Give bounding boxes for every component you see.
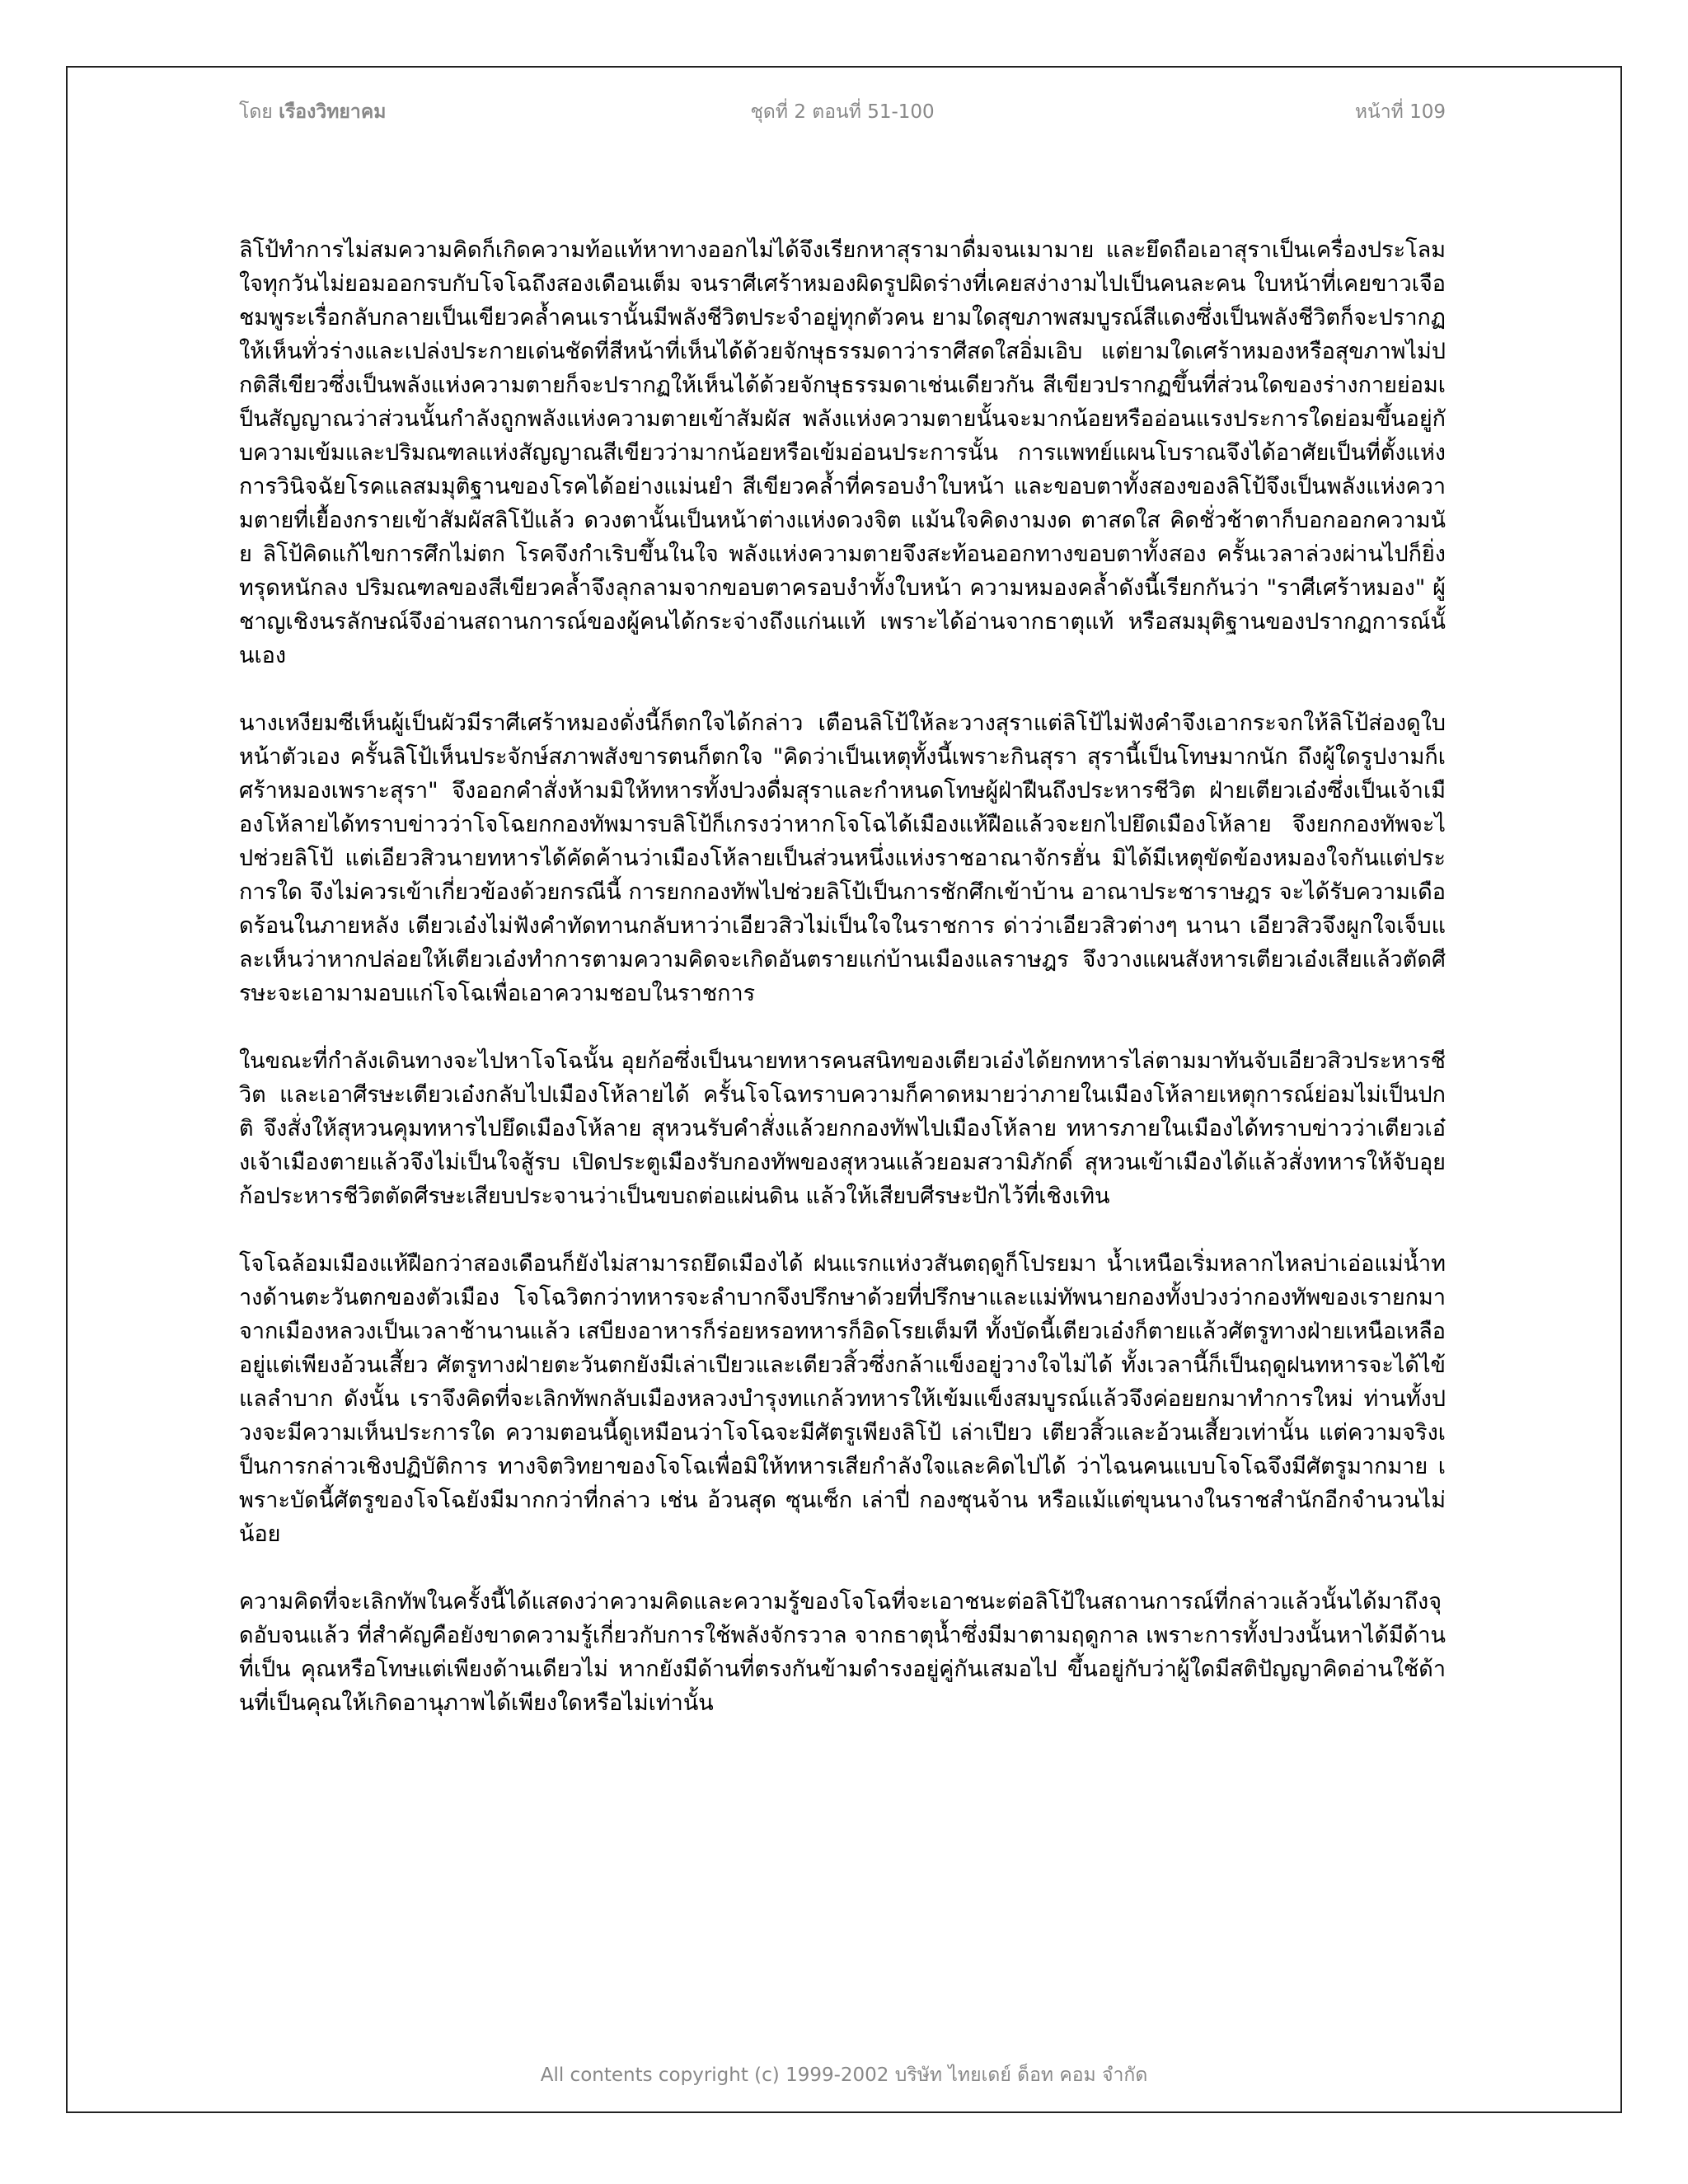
paragraph-5: ความคิดที่จะเลิกทัพในครั้งนี้ได้แสดงว่าความคิดและความรู้ของโจโฉที่จะเอาชนะต่อลิโป้ในสถานการณ์ที่กล่าวแล้วนั้นได้มาถึงจุดอับจนแล้ว ที่สำคัญคือยังขาดความรู้เกี่ยวกับการใช้พลังจักรวาล จากธาตุน้ำซึ่งมีมาตามฤดูกาล เพราะการทั้งปวงนั้นหาได้มีด้านที่เป็น คุณหรือโทษแต่เพียงด้านเดียวไม่ หากยังมีด้านที่ตรงกันข้ามดำรงอยู่คู่กันเสมอไป ขึ้นอยู่กับว่าผู้ใดมีสติปัญญาคิดอ่านใช้ด้านที่เป็นคุณให้เกิดอานุภาพได้เพียงใดหรือไม่เท่านั้น: [239, 1589, 1446, 1716]
paragraph-4: โจโฉล้อมเมืองแห้ฝือกว่าสองเดือนก็ยังไม่สามารถยึดเมืองได้ ฝนแรกแห่งวสันตฤดูก็โปรยมา น้ำเหนือเริ่มหลากไหลบ่าเอ่อแม่น้ำทางด้านตะวันตกของตัวเมือง โจโฉวิตกว่าทหารจะลำบากจึงปรึกษาด้วยที่ปรึกษาและแม่ทัพนายกองทั้งปวงว่ากองทัพของเรายกมาจากเมืองหลวงเป็นเวลาช้านานแล้ว เสบียงอาหารก็ร่อยหรอทหารก็อิดโรยเต็มที ทั้งบัดนี้เตียวเอ๋งก็ตายแล้วศัตรูทางฝ่ายเหนือเหลืออยู่แต่เพียงอ้วนเสี้ยว ศัตรูทางฝ่ายตะวันตกยังมีเล่าเปียวและเตียวสิ้วซึ่งกล้าแข็งอยู่วางใจไม่ได้ ทั้งเวลานี้ก็เป็นฤดูฝนทหารจะได้ไข้แลลำบาก ดังนั้น เราจึงคิดที่จะเลิกทัพกลับเมืองหลวงบำรุงทแกล้วทหารให้เข้มแข็งสมบูรณ์แล้วจึงค่อยยกมาทำการใหม่ ท่านทั้งปวงจะมีความเห็นประการใด ความตอนนี้ดูเหมือนว่าโจโฉจะมีศัตรูเพียงลิโป้ เล่าเปียว เตียวสิ้วและอ้วนเสี้ยวเท่านั้น แต่ความจริงเป็นการกล่าวเชิงปฏิบัติการ ทางจิตวิทยาของโจโฉเพื่อมิให้ทหารเสียกำลังใจและคิดไปได้ ว่าไฉนคนแบบโจโฉจึงมีศัตรูมากมาย เพราะบัดนี้ศัตรูของโจโฉยังมีมากกว่าที่กล่าว เช่น อ้วนสุด ซุนเซ็ก เล่าปี่ กองซุนจ้าน หรือแม้แต่ขุนนางในราชสำนักอีกจำนวนไม่น้อย: [239, 1251, 1446, 1547]
series-info: ชุดที่ 2 ตอนที่ 51-100: [750, 101, 935, 123]
author-prefix: โดย: [239, 101, 273, 123]
paragraph-2: นางเหงียมซีเห็นผู้เป็นผัวมีราศีเศร้าหมองดั่งนี้ก็ตกใจได้กล่าว เตือนลิโป้ให้ละวางสุราแต่ลิโป้ไม่ฟังคำจึงเอากระจกให้ลิโป้ส่องดูใบหน้าตัวเอง ครั้นลิโป้เห็นประจักษ์สภาพสังขารตนก็ตกใจ "คิดว่าเป็นเหตุทั้งนี้เพราะกินสุรา สุรานี้เป็นโทษมากนัก ถึงผู้ใดรูปงามก็เศร้าหมองเพราะสุรา" จึงออกคำสั่งห้ามมิให้ทหารทั้งปวงดื่มสุราและกำหนดโทษผู้ฝ่าฝืนถึงประหารชีวิต ฝ่ายเตียวเอ๋งซึ่งเป็นเจ้าเมืองโห้ลายได้ทราบข่าวว่าโจโฉยกกองทัพมารบลิโป้ก็เกรงว่าหากโจโฉได้เมืองแห้ฝือแล้วจะยกไปยึดเมืองโห้ลาย จึงยกกองทัพจะไปช่วยลิโป้ แต่เอียวสิวนายทหารได้คัดค้านว่าเมืองโห้ลายเป็นส่วนหนึ่งแห่งราชอาณาจักรฮั่น มิได้มีเหตุขัดข้องหมองใจกันแต่ประการใด จึงไม่ควรเข้าเกี่ยวข้องด้วยกรณีนี้ การยกกองทัพไปช่วยลิโป้เป็นการชักศึกเข้าบ้าน อาณาประชาราษฎร จะได้รับความเดือดร้อนในภายหลัง เตียวเอ๋งไม่ฟังคำทัดทานกลับหาว่าเอียวสิวไม่เป็นใจในราชการ ด่าว่าเอียวสิวต่างๆ นานา เอียวสิวจึงผูกใจเจ็บและเห็นว่าหากปล่อยให้เตียวเอ๋งทำการตามความคิดจะเกิดอันตรายแก่บ้านเมืองแลราษฎร จึงวางแผนสังหารเตียวเอ๋งเสียแล้วตัดศีรษะจะเอามามอบแก่โจโฉเพื่อเอาความชอบในราชการ: [239, 710, 1446, 1006]
paragraph-3: ในขณะที่กำลังเดินทางจะไปหาโจโฉนั้น อุยก้อซึ่งเป็นนายทหารคนสนิทของเตียวเอ๋งได้ยกทหารไล่ตามมาทันจับเอียวสิวประหารชีวิต และเอาศีรษะเตียวเอ๋งกลับไปเมืองโห้ลายได้ ครั้นโจโฉทราบความก็คาดหมายว่าภายในเมืองโห้ลายเหตุการณ์ย่อมไม่เป็นปกติ จึงสั่งให้สุหวนคุมทหารไปยึดเมืองโห้ลาย สุหวนรับคำสั่งแล้วยกกองทัพไปเมืองโห้ลาย ทหารภายในเมืองได้ทราบข่าวว่าเตียวเอ๋งเจ้าเมืองตายแล้วจึงไม่เป็นใจสู้รบ เปิดประตูเมืองรับกองทัพของสุหวนแล้วยอมสวามิภักดิ์ สุหวนเข้าเมืองได้แล้วสั่งทหารให้จับอุยก้อประหารชีวิตตัดศีรษะเสียบประจานว่าเป็นขบถต่อแผ่นดิน แล้วให้เสียบศีรษะปักไว้ที่เชิงเทิน: [239, 1048, 1446, 1209]
paragraph-1: ลิโป้ทำการไม่สมความคิดก็เกิดความท้อแท้หาทางออกไม่ได้จึงเรียกหาสุรามาดื่มจนเมามาย และยึดถือเอาสุราเป็นเครื่องประโลมใจทุกวันไม่ยอมออกรบกับโจโฉถึงสองเดือนเต็ม จนราศีเศร้าหมองผิดรูปผิดร่างที่เคยสง่างามไปเป็นคนละคน ใบหน้าที่เคยขาวเจือชมพูระเรื่อกลับกลายเป็นเขียวคล้ำคนเรานั้นมีพลังชีวิตประจำอยู่ทุกตัวคน ยามใดสุขภาพสมบูรณ์สีแดงซึ่งเป็นพลังชีวิตก็จะปรากฏให้เห็นทั่วร่างและเปล่งประกายเด่นชัดที่สีหน้าที่เห็นได้ด้วยจักษุธรรมดาว่าราศีสดใสอิ่มเอิบ แต่ยามใดเศร้าหมองหรือสุขภาพไม่ปกติสีเขียวซึ่งเป็นพลังแห่งความตายก็จะปรากฏให้เห็นได้ด้วยจักษุธรรมดาเช่นเดียวกัน สีเขียวปรากฏขึ้นที่ส่วนใดของร่างกายย่อมเป็นสัญญาณว่าส่วนนั้นกำลังถูกพลังแห่งความตายเข้าสัมผัส พลังแห่งความตายนั้นจะมากน้อยหรืออ่อนแรงประการใดย่อมขึ้นอยู่กับความเข้มและปริมณฑลแห่งสัญญาณสีเขียวว่ามากน้อยหรือเข้มอ่อนประการนั้น การแพทย์แผนโบราณจึงได้อาศัยเป็นที่ตั้งแห่งการวินิจฉัยโรคแลสมมุติฐานของโรคได้อย่างแม่นยำ สีเขียวคล้ำที่ครอบงำใบหน้า และขอบตาทั้งสองของลิโป้จึงเป็นพลังแห่งความตายที่เยื้องกรายเข้าสัมผัสลิโป้แล้ว ดวงตานั้นเป็นหน้าต่างแห่งดวงจิต แม้นใจคิดงามงด ตาสดใส คิดชั่วช้าตาก็บอกออกความนัย ลิโป้คิดแก้ไขการศึกไม่ตก โรคจึงกำเริบขึ้นในใจ พลังแห่งความตายจึงสะท้อนออกทางขอบตาทั้งสอง ครั้นเวลาล่วงผ่านไปก็ยิ่งทรุดหนักลง ปริมณฑลของสีเขียวคล้ำจึงลุกลามจากขอบตาครอบงำทั้งใบหน้า ความหมองคล้ำดังนี้เรียกกันว่า "ราศีเศร้าหมอง" ผู้ชาญเชิงนรลักษณ์จึงอ่านสถานการณ์ของผู้คนได้กระจ่างถึงแก่นแท้ เพราะได้อ่านจากธาตุแท้ หรือสมมุติฐานของปรากฏการณ์นั้นเอง: [239, 237, 1446, 668]
page-header: [239, 97, 1446, 130]
article-body: [239, 233, 1446, 1754]
author-name: เรืองวิทยาคม: [279, 101, 387, 123]
copyright-footer: All contents copyright (c) 1999-2002 บริษัท ไทยเดย์ ด็อท คอม จำกัด: [540, 2064, 1148, 2086]
page-number: หน้าที่ 109: [1354, 101, 1446, 123]
